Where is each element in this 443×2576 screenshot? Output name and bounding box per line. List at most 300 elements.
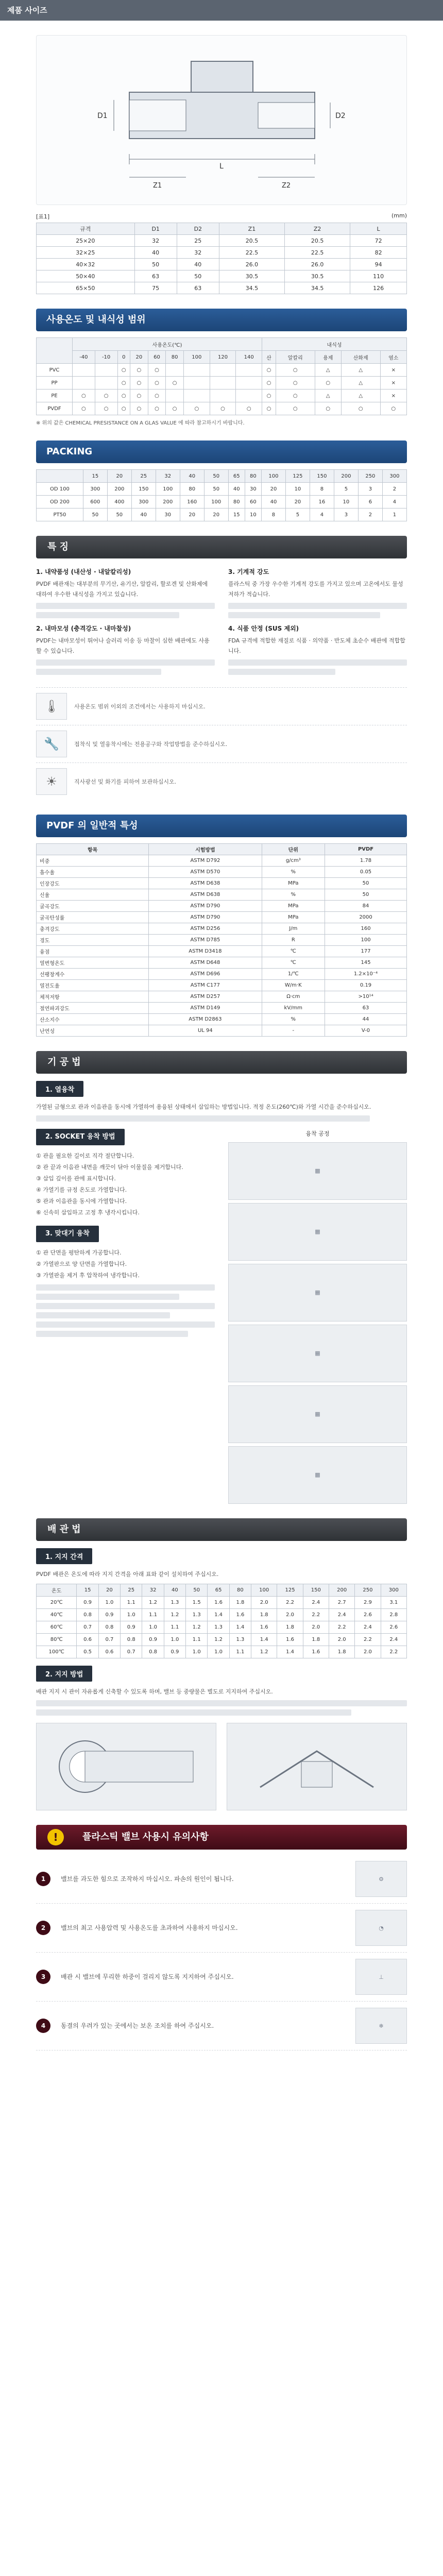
socket-left [129,100,186,131]
support-value: 1.2 [251,1646,277,1658]
support-value: 1.2 [186,1621,208,1634]
pvdf-cell: ASTM D638 [149,889,262,901]
pvdf-cell: 44 [325,1014,407,1025]
pvdf-cell: kV/mm [262,1003,325,1014]
pvdf-cell: ASTM D638 [149,878,262,889]
pvdf-cell: ASTM D2863 [149,1014,262,1025]
warning-text: 동결의 우려가 있는 곳에서는 보온 조치를 하여 주십시오. [61,2022,214,2029]
temp-mark [95,364,117,377]
warning-number: 2 [36,1921,50,1935]
install-sub2: 2. SOCKET 융착 방법 [36,1129,125,1145]
pvdf-cell: 1.2×10⁻⁴ [325,969,407,980]
temp-mark: ○ [148,364,166,377]
pvdf-cell: ASTM D149 [149,1003,262,1014]
pvdf-cell: 0.19 [325,980,407,991]
packing-value: 400 [107,496,131,509]
photo-placeholder: ▦ [228,1142,407,1200]
photo-placeholder: ▦ [228,1446,407,1504]
temp-row [37,402,407,415]
support-value: 1.3 [208,1621,229,1634]
pvdf-cell: 충격강도 [37,923,149,935]
dim-cell: 34.5 [219,282,284,294]
packing-size: 150 [310,470,334,483]
valve-handle-icon: ⚙ [355,1861,407,1897]
temp-mark: ○ [262,364,276,377]
material-name: PP [37,377,73,389]
packing-value: 16 [310,496,334,509]
temp-mark [236,389,262,402]
temp-mark [210,364,236,377]
support-value: 1.0 [208,1646,229,1658]
support-value: 2.6 [355,1609,381,1621]
support-value: 0.9 [142,1634,164,1646]
support-value: 1.0 [142,1621,164,1634]
install-photos [228,1129,407,1504]
temp-mark: △ [315,389,341,402]
temp-mark: ○ [130,402,148,415]
packing-value: 300 [83,483,107,496]
pvdf-cell: W/m·K [262,980,325,991]
temp-row [37,364,407,377]
support-value: 1.4 [208,1609,229,1621]
feature-heading: 4. 식품 안정 (SUS 제외) [228,625,299,632]
photo-placeholder: ▦ [228,1203,407,1261]
temp-mark: ○ [166,377,184,389]
temp-mark: ○ [262,389,276,402]
support-size: 300 [381,1584,406,1597]
dim-cell: 25 [177,235,219,247]
material-name: PVC [37,364,73,377]
pvdf-cell: MPa [262,912,325,923]
packing-value: 10 [285,483,310,496]
reducer-tee-drawing [37,36,407,206]
packing-size: 20 [107,470,131,483]
pvdf-cell: g/cm³ [262,855,325,867]
caution-text: 직사광선 및 화기를 피하여 보관하십시오. [74,778,177,785]
packing-size: 250 [358,470,382,483]
dim-cell: 50 [134,259,177,270]
temp-mark: △ [341,389,380,402]
support-value: 2.8 [381,1609,406,1621]
packing-size: 100 [261,470,285,483]
support-row [37,1609,407,1621]
pressure-gauge-icon: ◔ [355,1910,407,1946]
caution-text: 접착식 및 열융착시에는 전용공구와 작업방법을 준수하십시오. [74,741,228,748]
support-value: 2.2 [355,1634,381,1646]
pvdf-cell: 84 [325,901,407,912]
packing-value: 20 [261,483,285,496]
packing-value: 50 [83,509,107,521]
pvdf-cell: MPa [262,878,325,889]
support-row [37,1634,407,1646]
pvdf-cell: ASTM D648 [149,957,262,969]
install-steps3 [36,1247,215,1281]
pvdf-cell: 절연파괴강도 [37,1003,149,1014]
temp-mark [95,377,117,389]
pvdf-cell: 흡수율 [37,867,149,878]
product-size-header: 제품 사이즈 [0,0,443,21]
support-value: 2.6 [381,1621,406,1634]
temp-col-header: -40 [73,351,95,364]
pvdf-cell: ASTM D792 [149,855,262,867]
packing-value: 160 [180,496,204,509]
support-value: 1.6 [208,1597,229,1609]
packing-size: 15 [83,470,107,483]
packing-size: 125 [285,470,310,483]
support-value: 0.6 [98,1646,120,1658]
dim-row [37,259,407,270]
packing-value: 4 [310,509,334,521]
packing-value: 10 [334,496,358,509]
dim-row [37,235,407,247]
pvdf-cell: 열변형온도 [37,957,149,969]
support-value: 1.2 [164,1609,185,1621]
packing-value: 6 [358,496,382,509]
support-value: 2.2 [303,1609,329,1621]
pvdf-cell: R [262,935,325,946]
support-value: 1.4 [229,1621,251,1634]
temp-mark: ○ [73,389,95,402]
support-sub2: 2. 지지 방법 [36,1666,92,1682]
label-d1: D1 [97,112,108,120]
dim-header-cell: 규격 [37,223,135,235]
support-size: 20 [98,1584,120,1597]
packing-value: 40 [131,509,156,521]
install-step: ③ 삽입 깊이를 관에 표시합니다. [36,1175,116,1182]
pvdf-cell: Ω·cm [262,991,325,1003]
packing-label: OD 200 [37,496,83,509]
packing-value: 200 [156,496,180,509]
warning-number: 1 [36,1872,50,1886]
chem-col-header: 알칼리 [276,351,315,364]
temp-mark: ○ [148,377,166,389]
dim-header-row [37,223,407,235]
support-value: 1.0 [98,1597,120,1609]
sun-icon: ☀ [36,768,67,795]
pipe-icon [49,1731,203,1803]
support-value: 2.2 [329,1621,355,1634]
warning-title [36,1825,407,1850]
temp-range-card [36,309,407,426]
pvdf-header-cell: PVDF [325,844,407,855]
photo-placeholder: ▦ [228,1325,407,1382]
packing-value: 80 [180,483,204,496]
packing-label: OD 100 [37,483,83,496]
snowflake-icon: ❄ [355,2008,407,2044]
temp-mark: ○ [117,402,130,415]
dim-cell: 26.0 [285,259,350,270]
packing-value: 50 [204,483,228,496]
pvdf-cell: 1.78 [325,855,407,867]
packing-value: 8 [310,483,334,496]
pvdf-cell: % [262,889,325,901]
caution-text: 사용온도 범위 이외의 조건에서는 사용하지 마십시오. [74,703,206,710]
support-table [36,1584,407,1658]
temp-mark: ○ [276,402,315,415]
temp-mark: ○ [95,402,117,415]
pvdf-cell: ℃ [262,957,325,969]
support-value: 1.6 [303,1646,329,1658]
dim-cell: 50×40 [37,270,135,282]
support-text2: 배관 지지 시 관이 자유롭게 신축할 수 있도록 하며, 밸브 등 중량물은 별도로 지지하여 주십시오. [36,1688,273,1695]
support-value: 1.8 [229,1597,251,1609]
pvdf-row [37,889,407,901]
features-title: 특 징 [36,536,407,558]
support-body [37,1597,407,1658]
dim-table-unit: (mm) [391,212,407,219]
temp-mark: ○ [262,402,276,415]
chem-col-header: 산화제 [341,351,380,364]
warning-item [36,2002,407,2050]
packing-value: 30 [156,509,180,521]
support-card [36,1518,407,1810]
support-size: 250 [355,1584,381,1597]
fitting-drawing [36,35,407,205]
temp-mark: ○ [148,389,166,402]
dim-body [37,235,407,294]
temp-mark: ○ [341,402,380,415]
pvdf-body [37,855,407,1037]
support-value: 0.6 [77,1634,98,1646]
support-value: 1.0 [186,1646,208,1658]
pvdf-cell: 신율 [37,889,149,901]
temp-mark [210,377,236,389]
install-steps-col [36,1129,215,1504]
install-step: ① 관을 필요한 길이로 직각 절단합니다. [36,1153,134,1159]
temp-col-header: 80 [166,351,184,364]
install-step: ⑤ 관과 이음관을 동시에 가열합니다. [36,1198,127,1205]
install-columns [36,1129,407,1504]
support-value: 1.0 [164,1634,185,1646]
temp-mark: ○ [95,389,117,402]
warning-item [36,1855,407,1904]
packing-value: 15 [228,509,245,521]
pvdf-cell: - [262,1025,325,1037]
pvdf-cell: 경도 [37,935,149,946]
support-value: 1.1 [164,1621,185,1634]
packing-label: PT50 [37,509,83,521]
temp-mark: △ [315,364,341,377]
install-step: ⑥ 신속히 삽입하고 고정 후 냉각시킵니다. [36,1209,140,1216]
photo-placeholder: ▦ [228,1264,407,1321]
temp-mark: ○ [276,377,315,389]
fitting-drawing-card [36,35,407,294]
support-size: 40 [164,1584,185,1597]
temp-row [37,377,407,389]
support-value: 0.8 [77,1609,98,1621]
packing-value: 20 [204,509,228,521]
packing-size: 80 [245,470,261,483]
feature-text: FDA 규격에 적합한 재질로 식품 · 의약품 · 반도체 초순수 배관에 적합합니다. [228,637,405,654]
dim-cell: 32 [177,247,219,259]
temp-mark: ○ [315,377,341,389]
install-title: 기 공 법 [36,1051,407,1074]
support-size: 100 [251,1584,277,1597]
dim-header-cell: Z2 [285,223,350,235]
packing-card [36,440,407,521]
dim-table-caption [36,212,407,221]
dim-cell: 34.5 [285,282,350,294]
temp-range-title: 사용온도 및 내식성 범위 [36,309,407,331]
packing-row [37,509,407,521]
dim-cell: 63 [134,270,177,282]
dim-cell: 50 [177,270,219,282]
temp-mark: ○ [130,377,148,389]
packing-value: 4 [382,496,406,509]
support-value: 1.5 [186,1597,208,1609]
temp-mark: ○ [380,402,406,415]
pvdf-cell: 산소지수 [37,1014,149,1025]
temp-col-header: 100 [183,351,210,364]
pvdf-cell: ASTM D570 [149,867,262,878]
support-value: 0.9 [164,1646,185,1658]
temp-mark [210,389,236,402]
pvdf-cell: 2000 [325,912,407,923]
temp-col-header: 60 [148,351,166,364]
dim-cell: 30.5 [219,270,284,282]
packing-value: 2 [358,509,382,521]
temp-mark: × [380,389,406,402]
support-value: 2.2 [381,1646,406,1658]
pvdf-cell: 177 [325,946,407,957]
pvdf-cell: ASTM D790 [149,912,262,923]
support-value: 2.0 [277,1609,303,1621]
pvdf-cell: ASTM D256 [149,923,262,935]
support-temp: 80℃ [37,1634,77,1646]
temp-mark: ○ [117,364,130,377]
pvdf-row [37,957,407,969]
pvdf-cell: UL 94 [149,1025,262,1037]
pvdf-cell: >10¹⁴ [325,991,407,1003]
warning-text: 밸브를 과도한 힘으로 조작하지 마십시오. 파손의 원인이 됩니다. [61,1875,234,1883]
packing-value: 3 [358,483,382,496]
support-value: 1.0 [121,1609,142,1621]
pvdf-cell: 굴곡탄성률 [37,912,149,923]
install-step: ② 가열판으로 양 단면을 가열합니다. [36,1261,127,1267]
pvdf-cell: % [262,867,325,878]
support-value: 2.7 [329,1597,355,1609]
support-value: 0.7 [77,1621,98,1634]
pvdf-row [37,980,407,991]
photo-caption: 융착 공정 [305,1130,330,1137]
pvdf-row [37,923,407,935]
dim-cell: 22.5 [285,247,350,259]
packing-size: 40 [180,470,204,483]
temp-body [37,364,407,415]
pvdf-row [37,1025,407,1037]
pvdf-cell: 비중 [37,855,149,867]
warning-number: 3 [36,1970,50,1984]
support-value: 0.9 [121,1621,142,1634]
packing-corner [37,470,83,483]
warning-card [36,1825,407,2050]
support-illustrations [36,1723,407,1810]
temp-mark: ○ [117,389,130,402]
packing-value: 5 [285,509,310,521]
packing-value: 30 [245,483,261,496]
dim-cell: 65×50 [37,282,135,294]
pvdf-row [37,935,407,946]
install-step: ② 관 끝과 이음관 내면을 깨끗이 닦아 이물질을 제거합니다. [36,1164,183,1171]
fitting-branch [191,61,253,92]
support-value: 1.1 [121,1597,142,1609]
support-temp: 40℃ [37,1609,77,1621]
pvdf-header [37,844,407,855]
packing-value: 3 [334,509,358,521]
dim-cell: 94 [350,259,407,270]
support-value: 1.1 [142,1609,164,1621]
support-value: 1.2 [208,1634,229,1646]
pvdf-row [37,991,407,1003]
warning-list [36,1855,407,2050]
support-size: 80 [229,1584,251,1597]
temp-mark [236,364,262,377]
packing-value: 100 [204,496,228,509]
temp-mark: ○ [73,402,95,415]
dim-cell: 72 [350,235,407,247]
temp-header-group [37,338,407,351]
support-value: 2.4 [303,1597,329,1609]
packing-value: 20 [180,509,204,521]
install-text1: 가열된 금형으로 관과 이음관을 동시에 가열하여 용융된 상태에서 삽입하는 방법입니다. 적정 온도(260℃)와 가열 시간을 준수하십시오. [36,1104,371,1110]
packing-size: 32 [156,470,180,483]
label-z1: Z1 [153,182,162,190]
support-temp: 60℃ [37,1621,77,1634]
support-value: 0.5 [77,1646,98,1658]
pvdf-cell: 160 [325,923,407,935]
warning-title-text: 플라스틱 밸브 사용시 유의사항 [82,1832,209,1842]
temp-mark [73,364,95,377]
chem-col-header: 염소 [380,351,406,364]
dim-cell: 40 [134,247,177,259]
packing-title: PACKING [36,440,407,463]
features-card [36,536,407,800]
dim-header-cell: D1 [134,223,177,235]
pvdf-cell: ASTM D696 [149,969,262,980]
caution-item [36,762,407,800]
temp-corner [37,338,73,364]
dim-row [37,247,407,259]
pvdf-row [37,946,407,957]
dim-cell: 25×20 [37,235,135,247]
pvdf-cell: ASTM D785 [149,935,262,946]
temp-mark: ○ [148,402,166,415]
temp-mark: × [380,364,406,377]
packing-body [37,483,407,521]
packing-value: 10 [245,509,261,521]
pvdf-props-card [36,815,407,1037]
temp-mark: ○ [130,364,148,377]
dim-cell: 126 [350,282,407,294]
temp-mark: ○ [276,364,315,377]
label-z2: Z2 [282,182,291,190]
pvdf-cell: 체적저항 [37,991,149,1003]
temp-row [37,389,407,402]
support-intro: PVDF 배관은 온도에 따라 지지 간격을 아래 표와 같이 설치하여 주십시오. [36,1571,219,1578]
support-size: 150 [303,1584,329,1597]
pvdf-cell: 굴곡강도 [37,901,149,912]
dimension-table [36,223,407,294]
pvdf-row [37,855,407,867]
warning-icon: ! [47,1829,64,1845]
material-name: PE [37,389,73,402]
packing-value: 300 [131,496,156,509]
pvdf-props-table [36,843,407,1037]
dim-cell: 22.5 [219,247,284,259]
caution-item [36,725,407,762]
support-value: 2.9 [355,1597,381,1609]
dim-cell: 32×25 [37,247,135,259]
